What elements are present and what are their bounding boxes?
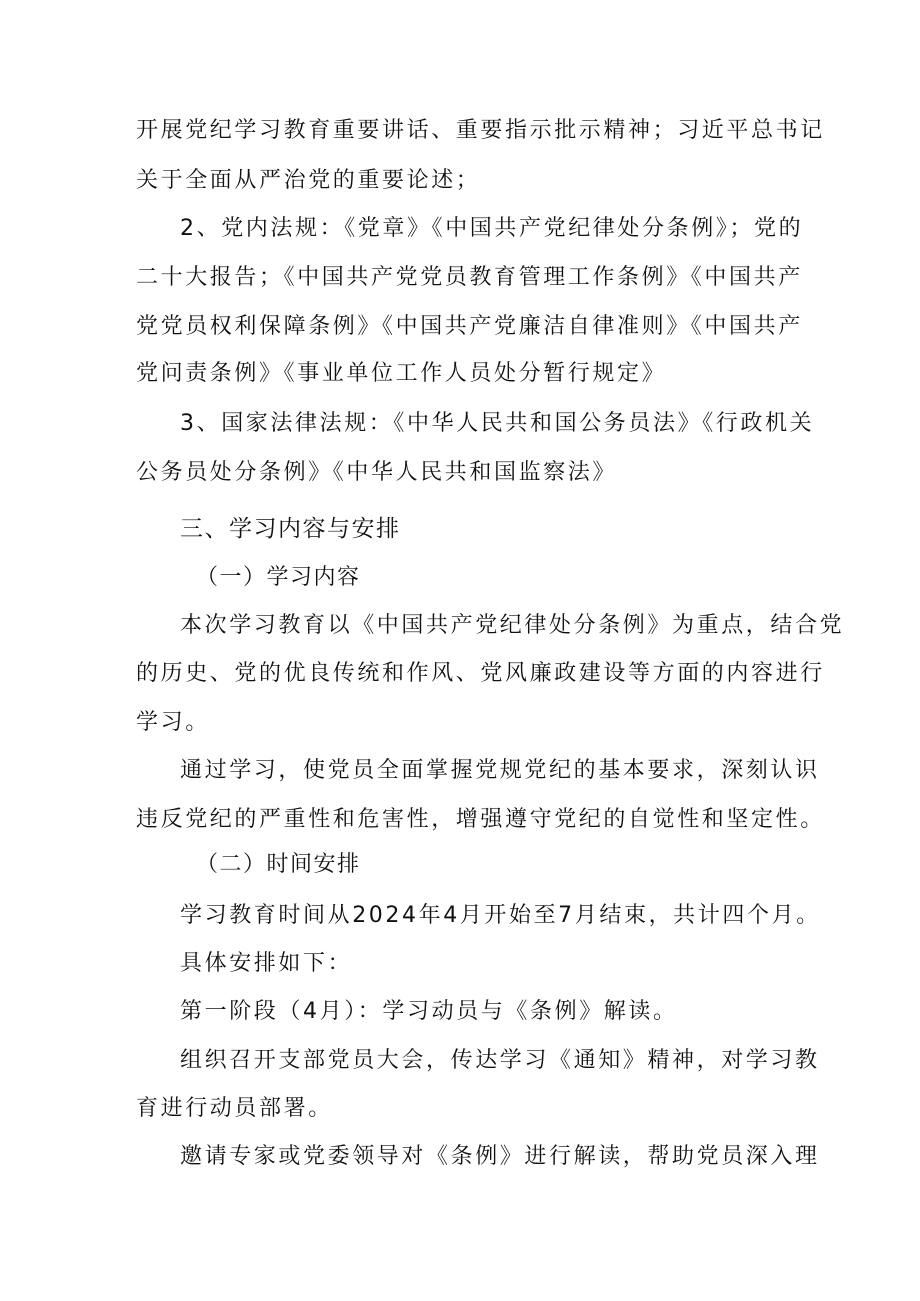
body-line-5: 党党员权利保障条例》《中国共产党廉洁自律准则》《中国共产 [136, 314, 803, 339]
body-line-4: 二十大报告；《中国共产党党员教育管理工作条例》《中国共产 [136, 265, 803, 290]
body-line-6: 党问责条例》《事业单位工作人员处分暂行规定》 [136, 361, 667, 386]
body-line-19: 邀请专家或党委领导对《条例》进行解读，帮助党员深入理 [180, 1144, 820, 1169]
body-line-17: 组织召开支部党员大会，传达学习《通知》精神，对学习教 [180, 1048, 820, 1073]
body-line-13: 违反党纪的严重性和危害性，增强遵守党纪的自觉性和坚定性。 [136, 807, 825, 832]
body-line-14: 学习教育时间从2024年4月开始至7月结束，共计四个月。 [180, 903, 821, 928]
body-line-2: 关于全面从严治党的重要论述； [136, 168, 481, 193]
body-line-18: 育进行动员部署。 [136, 1096, 333, 1121]
subsection-heading-content: （一）学习内容 [196, 565, 361, 590]
section-heading: 三、学习内容与安排 [180, 516, 401, 542]
body-line-3: 2、党内法规：《党章》《中国共产党纪律处分条例》；党的 [180, 216, 804, 241]
subsection-heading-schedule: （二）时间安排 [196, 852, 361, 877]
body-line-16: 第一阶段（4月）：学习动员与《条例》解读。 [180, 999, 678, 1024]
body-line-12: 通过学习，使党员全面掌握党规党纪的基本要求，深刻认识 [180, 758, 820, 783]
body-line-15: 具体安排如下： [180, 951, 353, 976]
body-line-11: 学习。 [136, 710, 210, 735]
body-line-7: 3、国家法律法规：《中华人民共和国公务员法》《行政机关 [180, 411, 815, 436]
body-line-9: 本次学习教育以《中国共产党纪律处分条例》为重点，结合党 [180, 613, 845, 638]
body-line-1: 开展党纪学习教育重要讲话、重要指示批示精神；习近平总书记 [136, 118, 825, 143]
body-line-10: 的历史、党的优良传统和作风、党风廉政建设等方面的内容进行 [136, 661, 825, 686]
body-line-8: 公务员处分条例》《中华人民共和国监察法》 [136, 460, 618, 485]
